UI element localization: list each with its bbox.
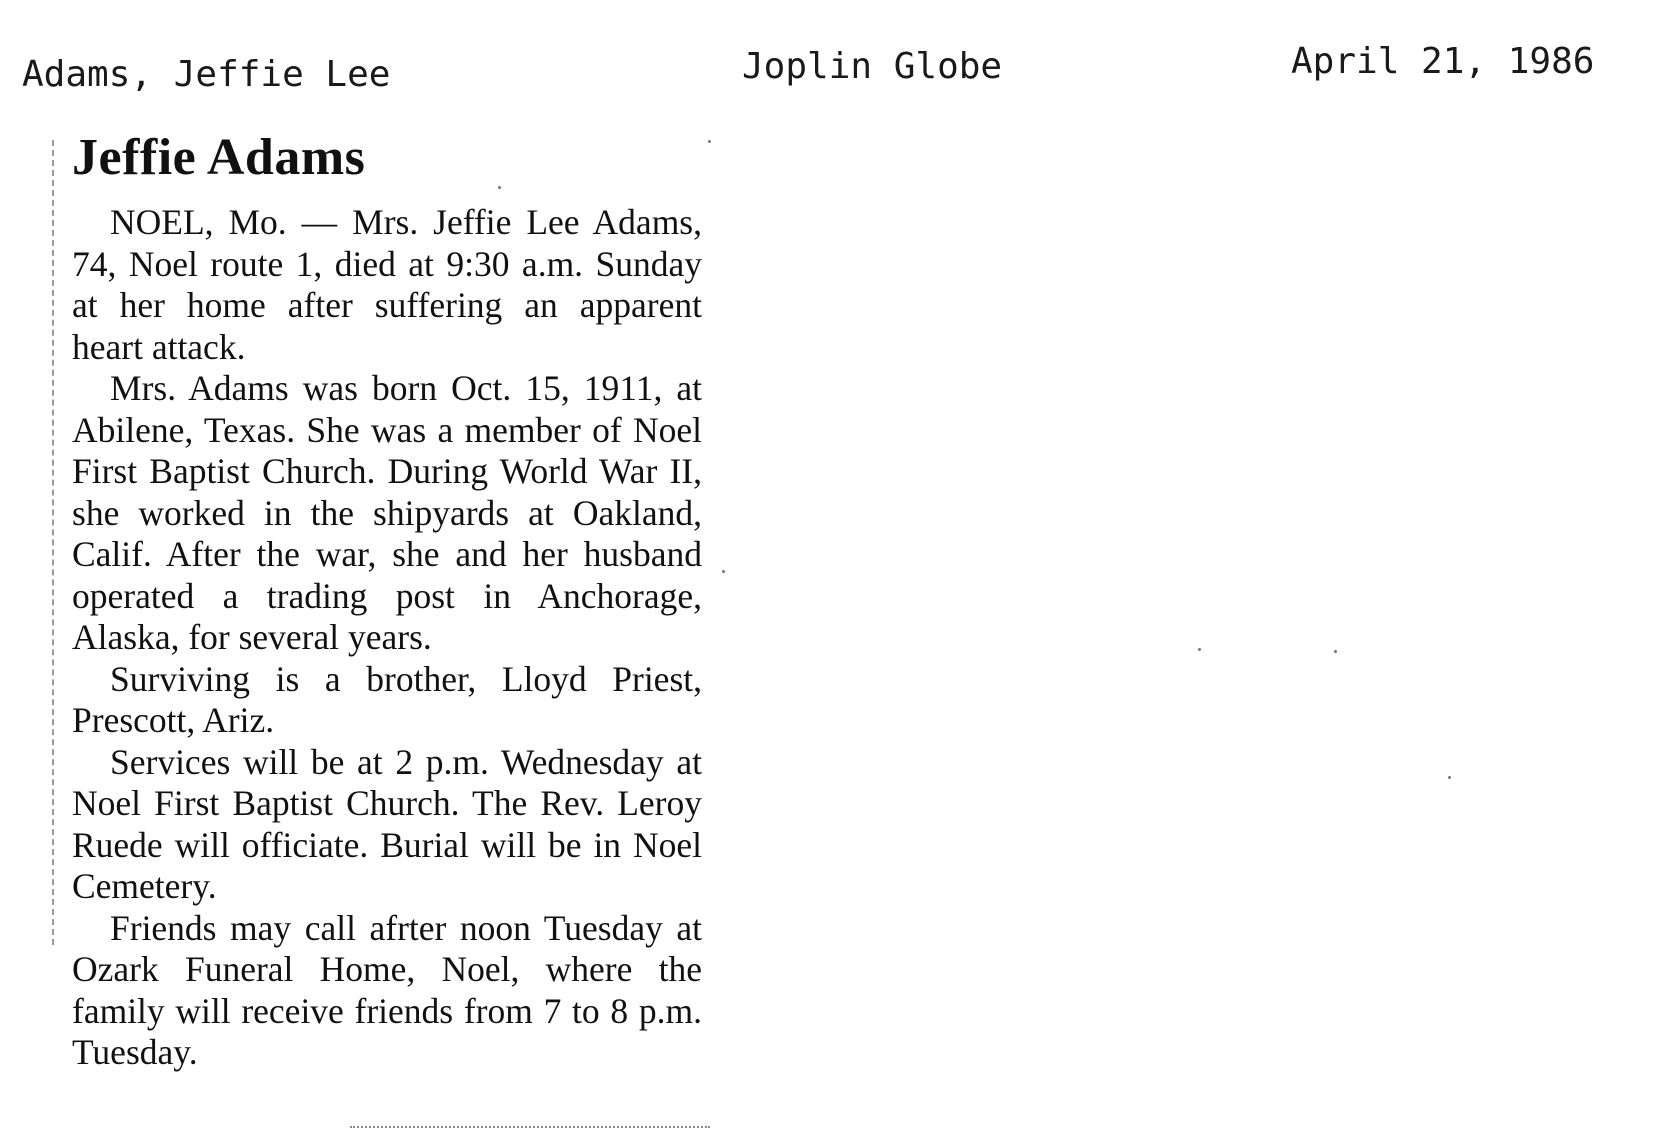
scan-speck	[1334, 650, 1337, 653]
article-paragraph: Mrs. Adams was born Oct. 15, 1911, at Abilene, Texas. She was a member of Noel First Baptist Church. During World War II, she worked in the shipyards at Oakland, Calif. After the war, she and her husband operated a trading post in Anchorage, Alaska, for several years.	[72, 368, 702, 657]
article-paragraph: NOEL, Mo. — Mrs. Jeffie Lee Adams, 74, Noel route 1, died at 9:30 a.m. Sunday at her home after suffering an apparent heart attack.	[72, 202, 702, 367]
clipping-left-edge	[52, 140, 54, 945]
article-paragraph: Services will be at 2 p.m. Wednesday at Noel First Baptist Church. The Rev. Leroy Ruede will officiate. Burial will be in Noel Cemetery.	[72, 741, 702, 906]
obituary-article	[72, 128, 702, 1074]
article-paragraph: Surviving is a brother, Lloyd Priest, Prescott, Ariz.	[72, 658, 702, 740]
article-paragraph: Friends may call afrter noon Tuesday at Ozark Funeral Home, Noel, where the family will receive friends from 7 to 8 p.m. Tuesday.	[72, 907, 702, 1072]
header-newspaper: Joplin Globe	[742, 46, 1003, 87]
scan-speck	[722, 570, 725, 573]
scan-speck	[1448, 776, 1451, 779]
header-name: Adams, Jeffie Lee	[22, 54, 391, 95]
scan-speck	[1198, 648, 1201, 651]
article-headline: Jeffie Adams	[72, 129, 366, 186]
header-date: April 21, 1986	[1291, 41, 1595, 82]
scan-speck	[708, 140, 711, 143]
clipping-bottom-edge	[350, 1126, 710, 1128]
